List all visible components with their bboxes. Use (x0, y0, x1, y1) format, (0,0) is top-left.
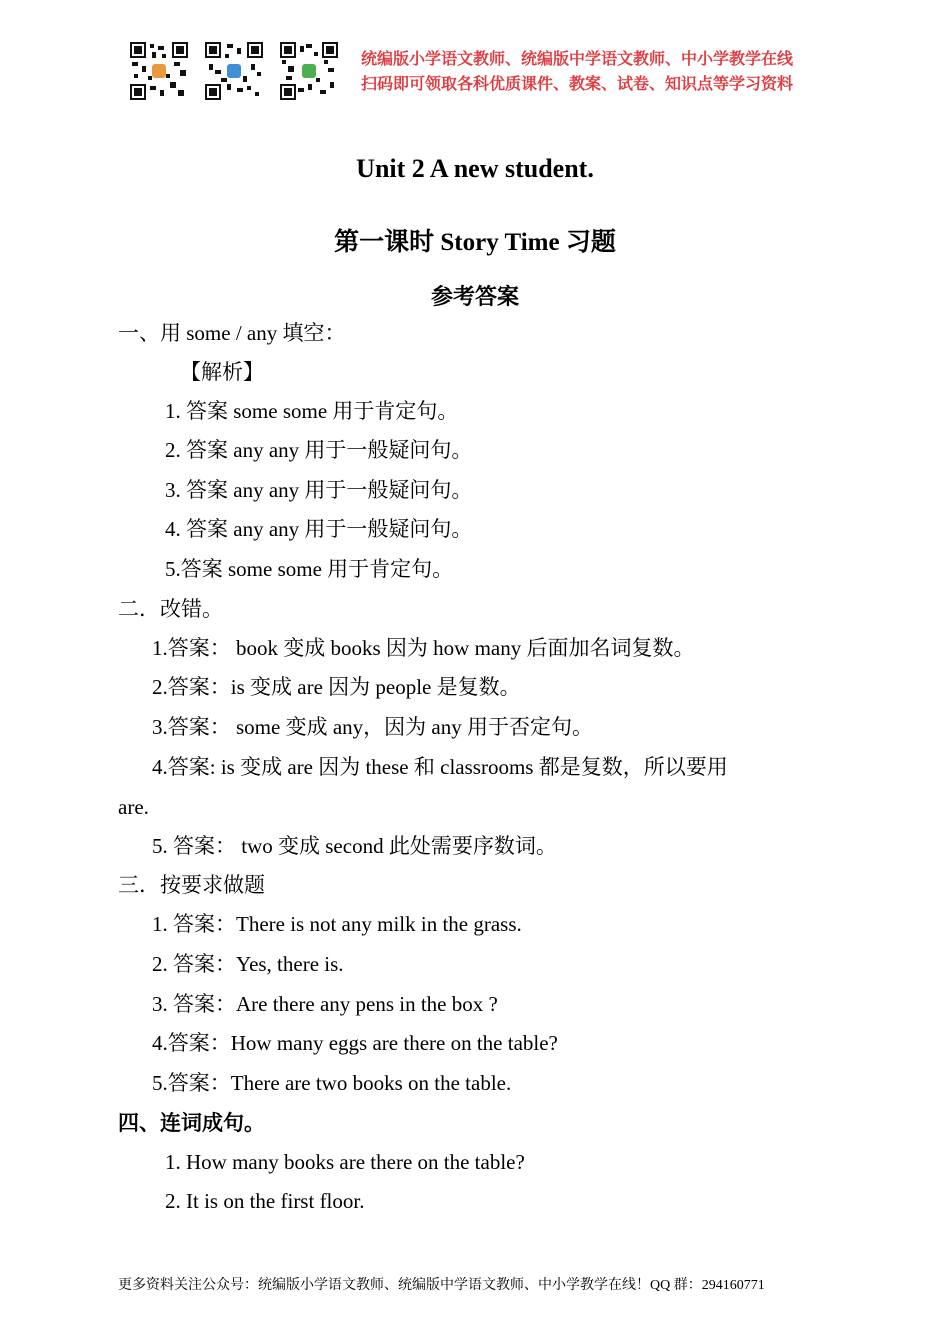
answer-heading: 参考答案 (430, 284, 519, 309)
section1-item: 2. 答案 any any 用于一般疑问句。 (165, 438, 473, 462)
section3-item: 4.答案：How many eggs are there on the table? (152, 1031, 558, 1055)
banner-line-1: 统编版小学语文教师、统编版中学语文教师、中小学教学在线 (361, 49, 794, 68)
section4-item: 2. It is on the first floor. (165, 1189, 365, 1213)
qr-code-icon (205, 42, 263, 100)
section2-heading: 二．改错。 (118, 597, 223, 621)
section2-item: 1.答案： book 变成 books 因为 how many 后面加名词复数。 (152, 636, 695, 660)
section1-item: 5.答案 some some 用于肯定句。 (165, 557, 454, 581)
qr-code-icon (130, 42, 188, 100)
section2-item-continued: are. (118, 795, 149, 819)
page-footer: 更多资料关注公众号：统编版小学语文教师、统编版中学语文教师、中小学教学在线！QQ 群：294160771 (118, 1278, 765, 1293)
section1-analysis: 【解析】 (180, 360, 264, 384)
section3-item: 1. 答案：There is not any milk in the grass. (152, 912, 522, 936)
promo-banner (361, 46, 831, 96)
section4-heading: 四、连词成句。 (118, 1111, 265, 1135)
qr-code-icon (280, 42, 338, 100)
section3-item: 5.答案：There are two books on the table. (152, 1071, 512, 1095)
section2-item: 5. 答案： two 变成 second 此处需要序数词。 (152, 834, 557, 858)
section2-item: 2.答案：is 变成 are 因为 people 是复数。 (152, 675, 521, 699)
page-subtitle: 第一课时 Story Time 习题 (334, 229, 616, 256)
section1-item: 1. 答案 some some 用于肯定句。 (165, 399, 459, 423)
section1-heading: 一、用 some / any 填空： (118, 321, 346, 345)
section1-item: 4. 答案 any any 用于一般疑问句。 (165, 517, 473, 541)
section1-item: 3. 答案 any any 用于一般疑问句。 (165, 478, 473, 502)
header (130, 42, 830, 102)
banner-line-2: 扫码即可领取各科优质课件、教案、试卷、知识点等学习资料 (361, 74, 794, 93)
section3-heading: 三．按要求做题 (118, 873, 265, 897)
section3-item: 2. 答案：Yes, there is. (152, 952, 344, 976)
section2-item: 4.答案: is 变成 are 因为 these 和 classrooms 都是复数，所以要用 (152, 755, 728, 779)
section2-item: 3.答案： some 变成 any，因为 any 用于否定句。 (152, 715, 593, 739)
section3-item: 3. 答案：Are there any pens in the box ? (152, 992, 498, 1016)
page-title: Unit 2 A new student. (356, 154, 594, 183)
section4-item: 1. How many books are there on the table? (165, 1150, 525, 1174)
